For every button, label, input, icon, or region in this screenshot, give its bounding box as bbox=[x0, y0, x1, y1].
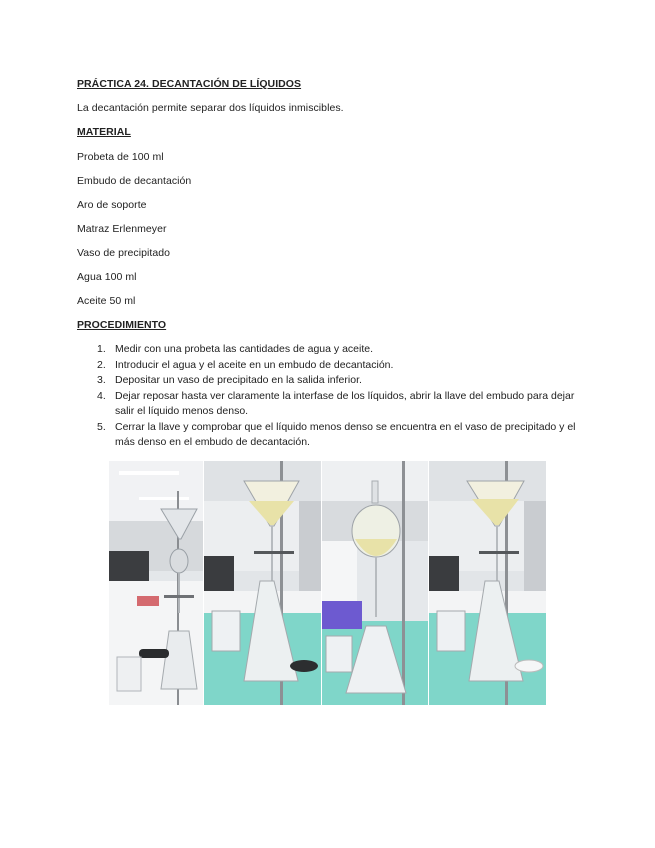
step-text: Introducir el agua y el aceite en un embudo de decantación. bbox=[115, 358, 394, 371]
page-title: PRÁCTICA 24. DECANTACIÓN DE LÍQUIDOS bbox=[77, 78, 302, 90]
procedure-step bbox=[77, 420, 587, 451]
procedure-heading: PROCEDIMIENTO bbox=[77, 319, 167, 331]
material-heading: MATERIAL bbox=[77, 126, 131, 138]
material-item: Aro de soporte bbox=[77, 199, 147, 211]
procedure-step bbox=[77, 373, 587, 389]
material-item: Matraz Erlenmeyer bbox=[77, 223, 167, 235]
procedure-step bbox=[77, 358, 587, 374]
procedure-step bbox=[77, 389, 587, 420]
procedure-list bbox=[77, 342, 587, 451]
step-text: Dejar reposar hasta ver claramente la interfase de los líquidos, abrir la llave del embudo para dejar salir el líquido menos denso. bbox=[115, 389, 575, 417]
step-text: Cerrar la llave y comprobar que el líquido menos denso se encuentra en el vaso de precipitado y el más denso en el embudo de decantación. bbox=[115, 420, 576, 448]
material-item: Probeta de 100 ml bbox=[77, 151, 164, 163]
step-text: Medir con una probeta las cantidades de agua y aceite. bbox=[115, 343, 374, 355]
procedure-step bbox=[77, 342, 587, 358]
experiment-photo-collage bbox=[109, 461, 546, 705]
lab-photo-3 bbox=[322, 461, 428, 705]
step-number: 4. bbox=[97, 389, 106, 402]
lab-photo-2 bbox=[204, 461, 321, 705]
lab-photo-4 bbox=[429, 461, 546, 705]
material-item: Aceite 50 ml bbox=[77, 295, 136, 307]
step-text: Depositar un vaso de precipitado en la salida inferior. bbox=[115, 374, 362, 386]
step-number: 5. bbox=[97, 420, 106, 433]
material-item: Embudo de decantación bbox=[77, 175, 192, 187]
step-number: 1. bbox=[97, 343, 106, 355]
step-number: 3. bbox=[97, 374, 106, 386]
intro-text: La decantación permite separar dos líquidos inmiscibles. bbox=[77, 102, 344, 114]
step-number: 2. bbox=[97, 358, 106, 371]
material-item: Agua 100 ml bbox=[77, 271, 137, 283]
material-item: Vaso de precipitado bbox=[77, 247, 170, 259]
lab-photo-1 bbox=[109, 461, 203, 705]
